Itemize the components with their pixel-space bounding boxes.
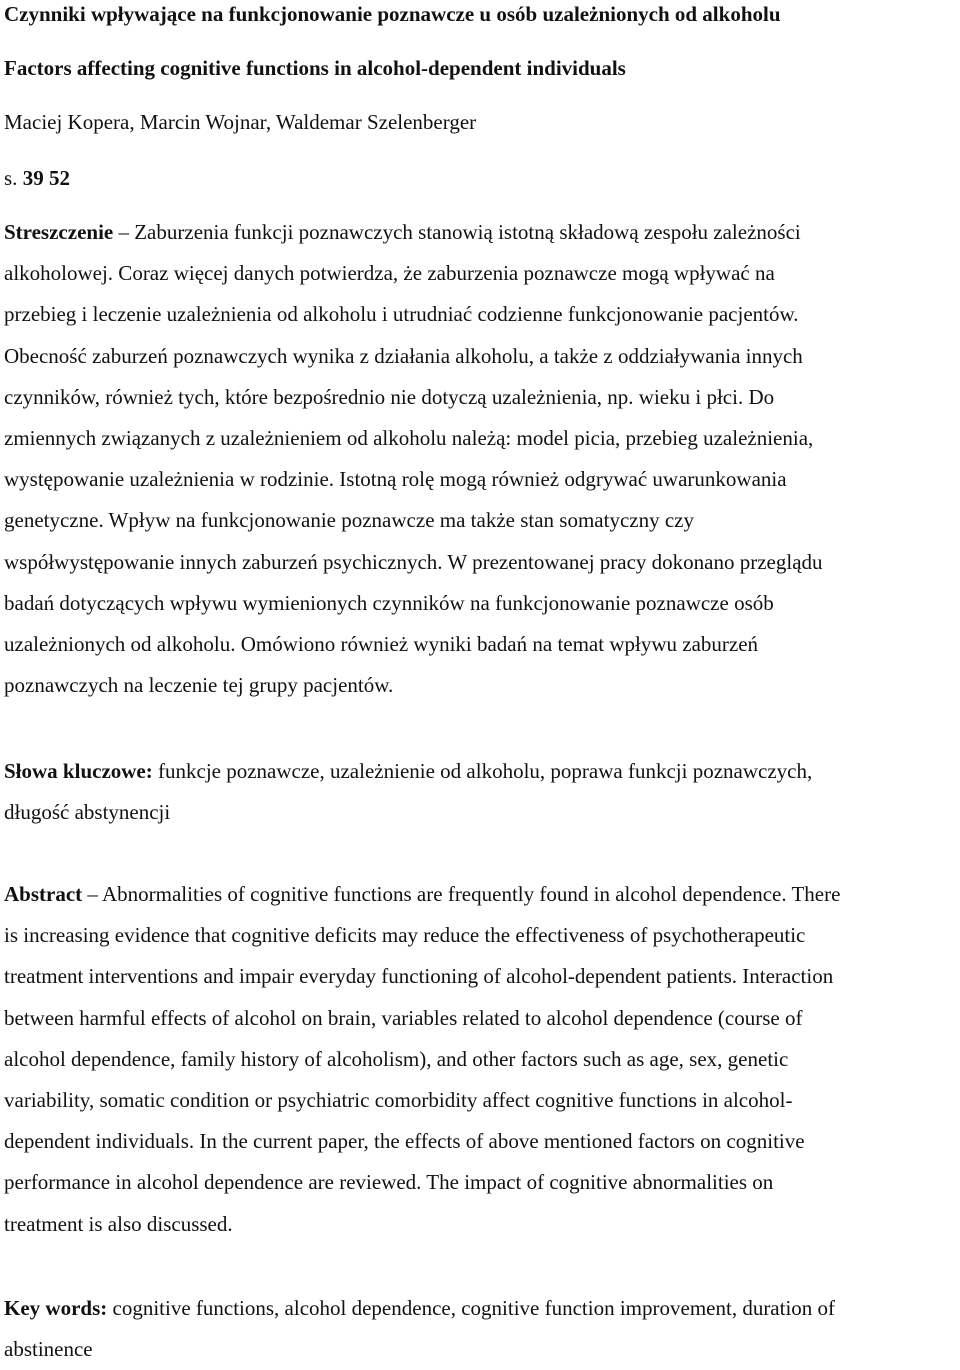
page-range	[4, 158, 70, 199]
abstract-english-text: – Abnormalities of cognitive functions are frequently found in alcohol dependence. There	[82, 882, 841, 906]
keywords-polish-text: funkcje poznawcze, uzależnienie od alkoholu, poprawa funkcji poznawczych,	[152, 759, 813, 783]
title-english: Factors affecting cognitive functions in alcohol-dependent individuals	[4, 56, 626, 80]
abstract-english	[4, 874, 960, 1245]
abstract-english-line: performance in alcohol dependence are reviewed. The impact of cognitive abnormalities on	[4, 1170, 774, 1195]
abstract-english-line: is increasing evidence that cognitive deficits may reduce the effectiveness of psychotherapeutic	[4, 923, 806, 948]
page-range-numbers: 39 52	[22, 166, 70, 190]
keywords-english-line: abstinence	[4, 1337, 93, 1361]
abstract-polish-line: zmiennych związanych z uzależnieniem od alkoholu należą: model picia, przebieg uzależnienia,	[4, 426, 814, 451]
abstract-english-line: variability, somatic condition or psychiatric comorbidity affect cognitive functions in alcohol-	[4, 1088, 793, 1113]
keywords-polish-line	[4, 751, 956, 792]
abstract-polish-line: alkoholowej. Coraz więcej danych potwierdza, że zaburzenia poznawcze mogą wpływać na	[4, 261, 775, 286]
abstract-english-line: between harmful effects of alcohol on brain, variables related to alcohol dependence (course of	[4, 1005, 803, 1030]
keywords-polish	[4, 751, 956, 833]
abstract-polish-line	[4, 212, 956, 253]
abstract-polish-line: występowanie uzależnienia w rodzinie. Istotną rolę mogą również odgrywać uwarunkowania	[4, 467, 787, 492]
abstract-polish-line: czynników, również tych, które bezpośrednio nie dotyczą uzależnienia, np. wieku i płci. Do	[4, 384, 775, 409]
title-polish: Czynniki wpływające na funkcjonowanie poznawcze u osób uzależnionych od alkoholu	[4, 2, 781, 26]
keywords-polish-lead: Słowa kluczowe:	[4, 759, 153, 783]
abstract-english-line: treatment is also discussed.	[4, 1211, 233, 1236]
abstract-polish-line: współwystępowanie innych zaburzeń psychicznych. W prezentowanej pracy dokonano przeglądu	[4, 549, 823, 574]
keywords-polish-line: długość abstynencji	[4, 800, 171, 824]
keywords-english-line	[4, 1288, 956, 1329]
keywords-english	[4, 1288, 956, 1370]
page-range-prefix: s.	[4, 166, 23, 190]
abstract-polish-line: poznawczych na leczenie tej grupy pacjentów.	[4, 673, 394, 698]
abstract-polish-line: Obecność zaburzeń poznawczych wynika z działania alkoholu, a także z oddziaływania innych	[4, 343, 803, 368]
abstract-polish-line: genetyczne. Wpływ na funkcjonowanie poznawcze ma także stan somatyczny czy	[4, 508, 694, 533]
keywords-english-lead: Key words:	[4, 1296, 108, 1320]
abstract-polish-lead: Streszczenie	[4, 220, 114, 244]
abstract-english-line: treatment interventions and impair everyday functioning of alcohol-dependent patients. Interaction	[4, 964, 834, 989]
abstract-english-line: alcohol dependence, family history of alcoholism), and other factors such as age, sex, genetic	[4, 1046, 789, 1071]
abstract-polish	[4, 212, 956, 706]
abstract-polish-line: badań dotyczących wpływu wymienionych czynników na funkcjonowanie poznawcze osób	[4, 590, 774, 615]
keywords-english-text: cognitive functions, alcohol dependence, cognitive function improvement, duration of	[107, 1296, 836, 1320]
abstract-polish-line: uzależnionych od alkoholu. Omówiono również wyniki badań na temat wpływu zaburzeń	[4, 632, 759, 657]
authors-line: Maciej Kopera, Marcin Wojnar, Waldemar Szelenberger	[4, 110, 477, 134]
abstract-english-lead: Abstract	[4, 882, 83, 906]
abstract-polish-text: – Zaburzenia funkcji poznawczych stanowią istotną składową zespołu zależności	[113, 220, 801, 244]
abstract-english-line	[4, 874, 960, 915]
abstract-english-line: dependent individuals. In the current paper, the effects of above mentioned factors on cognitive	[4, 1129, 805, 1154]
abstract-polish-line: przebieg i leczenie uzależnienia od alkoholu i utrudniać codzienne funkcjonowanie pacjentów.	[4, 302, 799, 327]
